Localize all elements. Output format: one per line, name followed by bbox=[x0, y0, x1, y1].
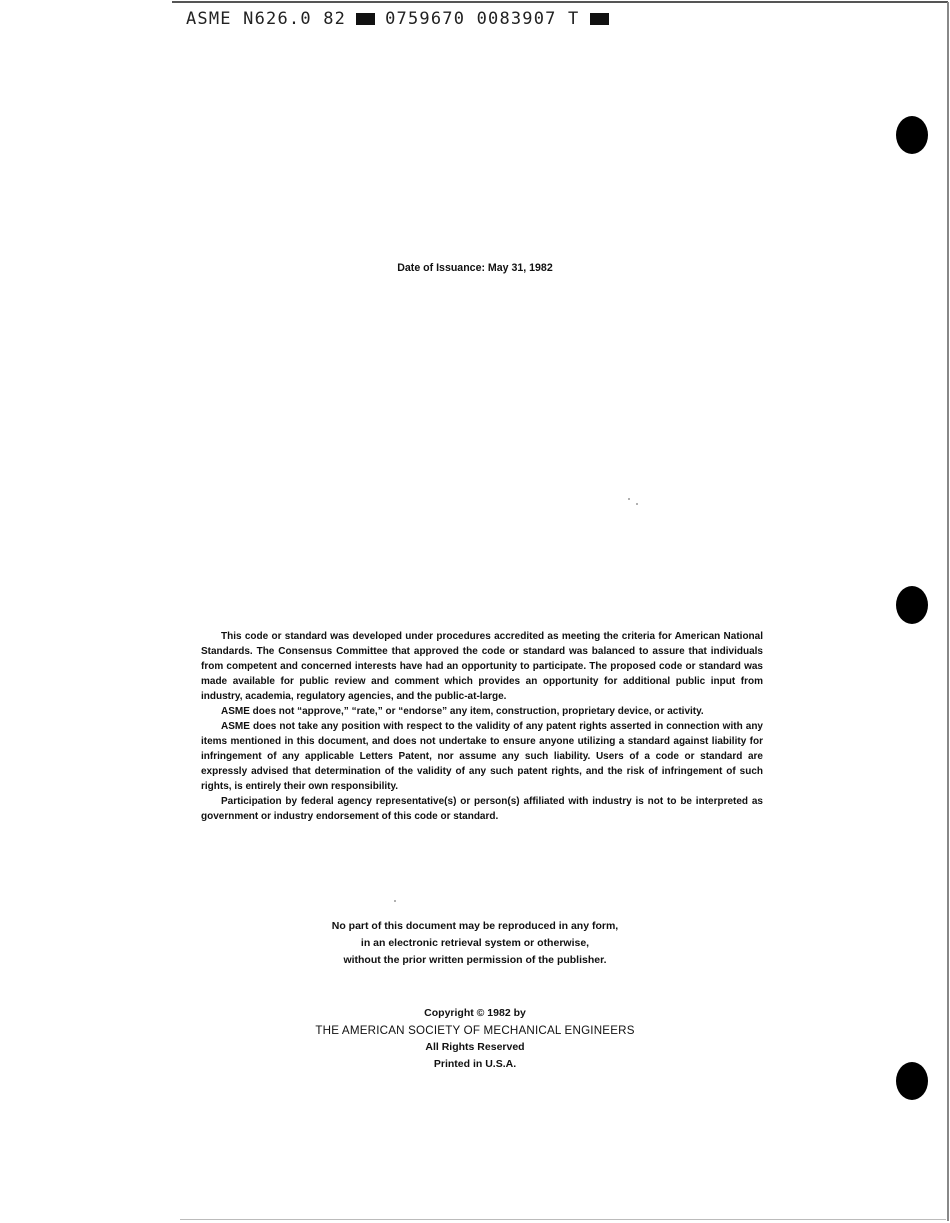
document-code-part1: ASME N626.0 82 bbox=[186, 9, 347, 29]
date-of-issuance: Date of Issuance: May 31, 1982 bbox=[397, 262, 553, 274]
document-code-header bbox=[186, 8, 619, 30]
reproduction-line: No part of this document may be reproduced in any form, bbox=[331, 920, 619, 932]
document-code-part2: 0759670 0083907 T bbox=[385, 9, 580, 29]
punch-hole bbox=[896, 586, 928, 624]
scan-speck bbox=[636, 503, 638, 505]
notice-paragraph: ASME does not take any position with respect to the validity of any patent rights asserted in connection with any items mentioned in this document, and does not undertake to ensure anyone utilizing a standard against liability for infringement of any applicable Letters Patent, nor assume any such liability. Users of a code or standard are expressly advised that determination of the validity of any such patent rights, and the risk of infringement of such rights, is entirely their own responsibility. bbox=[201, 721, 763, 792]
standards-notice bbox=[201, 629, 763, 824]
rights-reserved: All Rights Reserved bbox=[425, 1041, 525, 1053]
reproduction-line: without the prior written permission of the publisher. bbox=[343, 954, 607, 966]
punch-hole bbox=[896, 116, 928, 154]
scan-speck bbox=[628, 498, 630, 500]
right-edge-line bbox=[947, 2, 949, 1221]
notice-paragraph: This code or standard was developed under procedures accredited as meeting the criteria for American National Standards. The Consensus Committee that approved the code or standard was balanced to assure that individuals from competent and concerned interests have had an opportunity to participate. The proposed code or standard was made available for public review and comment which provides an opportunity for additional public input from industry, academia, regulatory agencies, and the public-at-large. bbox=[201, 631, 763, 702]
scan-speck bbox=[394, 900, 396, 902]
punch-hole bbox=[896, 1062, 928, 1100]
black-block-mark bbox=[590, 13, 609, 25]
bottom-edge-line bbox=[180, 1219, 946, 1220]
copyright-line: Copyright © 1982 by bbox=[424, 1007, 526, 1019]
copyright-block bbox=[280, 1005, 670, 1073]
black-block-mark bbox=[356, 13, 375, 25]
publisher-name: THE AMERICAN SOCIETY OF MECHANICAL ENGINEERS bbox=[315, 1024, 635, 1037]
notice-paragraph: ASME does not “approve,” “rate,” or “endorse” any item, construction, proprietary device, or activity. bbox=[221, 706, 704, 717]
top-edge-line bbox=[172, 1, 948, 3]
notice-paragraph: Participation by federal agency representative(s) or person(s) affiliated with industry is not to be interpreted as government or industry endorsement of this code or standard. bbox=[201, 796, 763, 822]
reproduction-line: in an electronic retrieval system or otherwise, bbox=[360, 937, 590, 949]
reproduction-notice bbox=[280, 918, 670, 969]
printed-in: Printed in U.S.A. bbox=[433, 1058, 517, 1070]
